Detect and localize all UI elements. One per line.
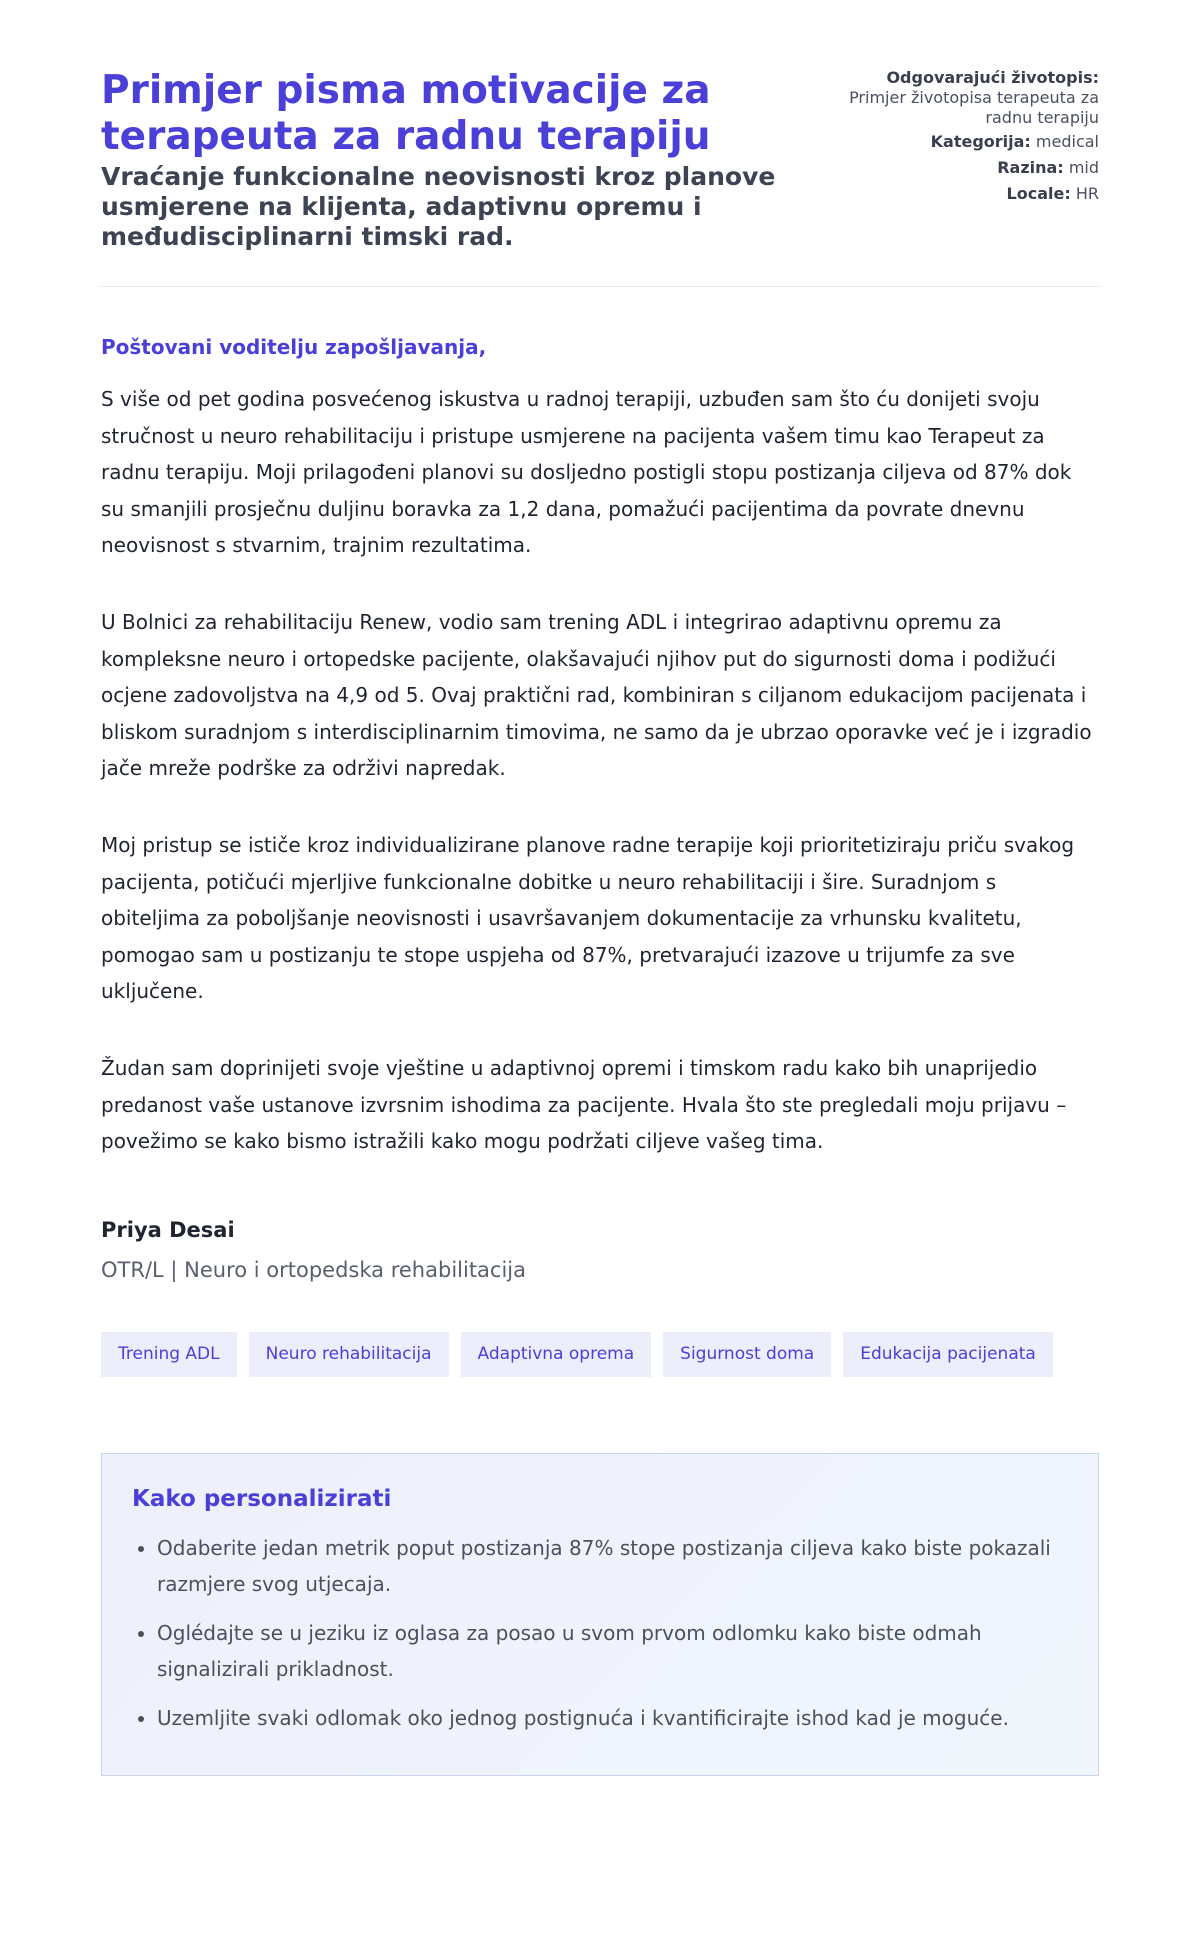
- document-meta: [829, 68, 1099, 210]
- tips-list: [132, 1530, 1068, 1736]
- document-header: [101, 68, 1099, 287]
- meta-resume: [829, 68, 1099, 128]
- letter-paragraph: U Bolnici za rehabilitaciju Renew, vodio sam trening ADL i integrirao adaptivnu opremu za kompleksne neuro i ortopedske pacijente, olakšavajući njihov put do sigurnosti doma i podižući ocjene zadovoljstva na 4,9 od 5. Ovaj praktični rad, kombiniran s ciljanom edukacijom pacijenata i bliskom suradnjom s interdisciplinarnim timovima, ne samo da je ubrzao oporavke već je i izgradio jače mreže podrške za održivi napredak.: [101, 609, 1092, 781]
- meta-category-value: medical: [1035, 132, 1099, 151]
- signature-name: Priya Desai: [101, 1217, 235, 1242]
- meta-category: [829, 132, 1099, 152]
- meta-resume-value: Primjer životopisa terapeuta za radnu terapiju: [849, 88, 1099, 127]
- skill-tag: Neuro rehabilitacija: [249, 1332, 449, 1377]
- skill-tag: Trening ADL: [101, 1332, 237, 1377]
- tip-item: • Uzemljite svaki odlomak oko jednog postignuća i kvantificirajte ishod kad je moguće.: [157, 1700, 1068, 1736]
- skill-tags: [101, 1332, 1099, 1377]
- signature-title: OTR/L | Neuro i ortopedska rehabilitacija: [101, 1257, 527, 1282]
- tip-item: • Oglédajte se u jeziku iz oglasa za posao u svom prvom odlomku kako biste odmah signalizirali prikladnost.: [157, 1615, 1068, 1687]
- letter-paragraph: S više od pet godina posvećenog iskustva u radnoj terapiji, uzbuđen sam što ću donijeti svoju stručnost u neuro rehabilitaciju i pristupe usmjerene na pacijenta vašem timu kao Terapeut za radnu terapiju. Moji prilagođeni planovi su dosljedno postigli stopu postizanja ciljeva od 87% dok su smanjili prosječnu duljinu boravka za 1,2 dana, pomažući pacijentima da povrate dnevnu neovisnost s stvarnim, trajnim rezultatima.: [101, 387, 1072, 558]
- tips-title: Kako personalizirati: [132, 1485, 392, 1512]
- letter-paragraph: Moj pristup se ističe kroz individualizirane planove radne terapije koji prioritetiziraju priču svakog pacijenta, potičući mjerljive funkcionalne dobitke u neuro rehabilitaciji i šire. Suradnjom s obiteljima za poboljšanje neovisnosti i usavršavanjem dokumentacije za vrhunsku kvalitetu, pomogao sam u postizanju te stope uspjeha od 87%, pretvarajući izazove u trijumfe za sve uključene.: [101, 832, 1075, 1004]
- skill-tag: Sigurnost doma: [663, 1332, 831, 1377]
- meta-category-label: Kategorija:: [930, 132, 1031, 151]
- letter-greeting: Poštovani voditelju zapošljavanja,: [101, 335, 487, 359]
- letter-body: [101, 335, 1099, 1282]
- page-title: Primjer pisma motivacije za terapeuta za radnu terapiju: [101, 68, 711, 159]
- page: [101, 0, 1099, 1776]
- meta-level-label: Razina:: [997, 158, 1064, 177]
- page-subtitle: Vraćanje funkcionalne neovisnosti kroz planove usmjerene na klijenta, adaptivnu opremu i međudisciplinarni timski rad.: [101, 162, 776, 251]
- meta-locale: [829, 184, 1099, 204]
- letter-paragraph: Žudan sam doprinijeti svoje vještine u adaptivnoj opremi i timskom radu kako bih unaprijedio predanost vaše ustanove izvrsnim ishodima za pacijente. Hvala što ste pregledali moju prijavu – povežimo se kako bismo istražili kako mogu podržati ciljeve vašeg tima.: [101, 1055, 1067, 1154]
- tip-item: • Odaberite jedan metrik poput postizanja 87% stope postizanja ciljeva kako biste pokazali razmjere svog utjecaja.: [157, 1530, 1068, 1602]
- skill-tag: Adaptivna oprema: [461, 1332, 652, 1377]
- meta-resume-label: Odgovarajući životopis:: [886, 68, 1099, 87]
- meta-locale-label: Locale:: [1006, 184, 1071, 203]
- skill-tag: Edukacija pacijenata: [843, 1332, 1053, 1377]
- header-titles: [101, 68, 821, 252]
- personalization-tips: [101, 1453, 1099, 1776]
- meta-level: [829, 158, 1099, 178]
- meta-locale-value: HR: [1075, 184, 1099, 203]
- meta-level-value: mid: [1068, 158, 1099, 177]
